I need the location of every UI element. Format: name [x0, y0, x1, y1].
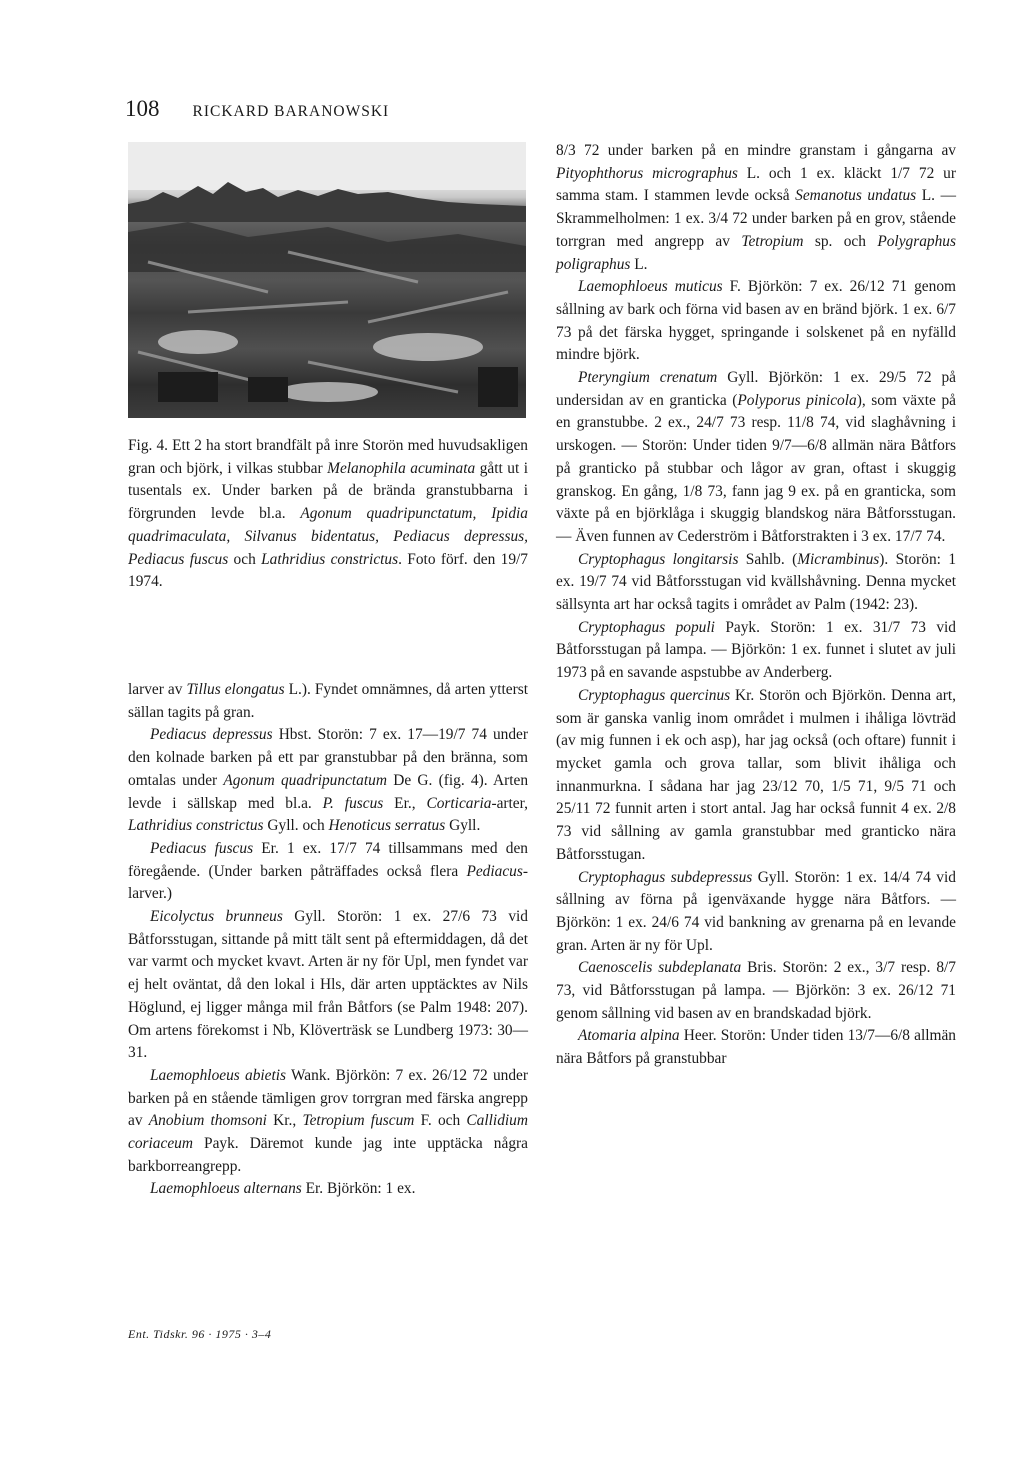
caption-paragraph [128, 435, 528, 594]
left-column [128, 679, 528, 1201]
body-text: -larver.) [128, 862, 528, 903]
body-text: Wank. Björkön: 7 ex. 26/12 72 under barken på en stående tämligen grov torrgran med färska angrepp av [128, 1066, 528, 1130]
body-text: Bris. Storön: 2 ex., 3/7 resp. 8/7 73, vid Båtforsstugan på lampa. — Björkön: 3 ex. 26/12 71 genom sållning vid basen av en brandskadad björk. [556, 959, 956, 1022]
body-text: sp. och [803, 232, 878, 250]
body-text: F. och [414, 1112, 467, 1130]
species-name: Pediacus fuscus [150, 839, 254, 857]
running-head-author: RICKARD BARANOWSKI [192, 103, 390, 120]
species-name: Callidium coriaceum [128, 1112, 528, 1153]
species-name: Polyporus pinicola [737, 391, 857, 409]
species-name: Cryptophagus populi [578, 618, 715, 636]
body-text: L.). Fyndet omnämnes, då arten ytterst sällan tagits på gran. [128, 681, 529, 721]
caption-text: och [228, 550, 262, 568]
species-name: Tetropium fuscum [302, 1112, 415, 1130]
species-name: P. fuscus [322, 794, 384, 812]
body-text: Er. 1 ex. 17/7 74 tillsammans med den föregående. (Under barken påträffades också flera [128, 839, 528, 880]
caption-text: Fig. 4. Ett 2 ha stort brandfält på inre Storön med huvudsakligen gran och björk, i vilkas stubbar [128, 437, 528, 477]
body-text: ). Storön: 1 ex. 19/7 74 vid Båtforsstugan vid kvällshåvning. Denna mycket sällsynta art har också tagits i området av Palm (1942: 23). [556, 550, 957, 614]
caption-species: Agonum quadripunctatum, Ipidia quadrimaculata, Silvanus bidentatus, Pediacus depressus, Pediacus fuscus [128, 505, 528, 568]
body-text: Heer. Storön: Under tiden 13/7—6/8 allmän nära Båtfors på granstubbar [556, 1027, 956, 1068]
body-text: Gyll. Björkön: 1 ex. 29/5 72 på undersidan av en granticka ( [556, 369, 956, 409]
body-text: Payk. Storön: 1 ex. 31/7 73 vid Båtforsstugan på lampa. — Björkön: 1 ex. funnet i slutet av juli 1973 på en savande aspstubbe av Anderberg. [556, 618, 957, 682]
paragraph [556, 867, 956, 958]
paragraph [556, 367, 956, 549]
body-text: Payk. Däremot kunde jag inte upptäcka några barkborreangrepp. [128, 1135, 528, 1175]
body-text: Gyll. Storön: 1 ex. 14/4 74 vid sållning av förna på igenväxande hygge nära Båtfors. — Björkön: 1 ex. 24/6 74 vid bankning av grenarna på en levande gran. Arten är ny för Upl. [556, 868, 956, 954]
body-text: Gyll. och [263, 817, 329, 835]
paragraph [556, 276, 956, 367]
burned-forest-image [128, 142, 526, 418]
paragraph [128, 906, 528, 1065]
species-name: Pediacus depressus [150, 726, 273, 744]
species-name: Cryptophagus quercinus [578, 686, 731, 704]
paragraph [556, 549, 956, 617]
species-name: Laemophloeus muticus [578, 278, 723, 296]
body-text: Gyll. [445, 817, 481, 835]
body-text: -arter, [491, 794, 528, 812]
caption-text: gått ut i tusentals ex. Under barken på de brända granstubbarna i förgrunden levde bl.a. [128, 459, 528, 523]
caption-species: Melanophila acuminata [327, 459, 476, 477]
species-name: Agonum quadripunctatum [223, 771, 387, 789]
body-text: F. Björkön: 7 ex. 26/12 71 genom sållning av bark och förna vid basen av en bränd björk. 1 ex. 6/7 73 på det färska hygget, springande i solskenet på en nyfälld mindre björk. [556, 278, 956, 364]
body-text: larver av [128, 681, 187, 698]
species-name: Micrambinus [797, 550, 880, 568]
species-name: Pityophthorus micrographus [556, 164, 738, 182]
body-text: Gyll. Storön: 1 ex. 27/6 73 vid Båtforsstugan, sittande på mitt tält sent på eftermiddagen, då det var varmt och mycket kvavt. Arten är ny för Upl, men fyndet var ej helt oväntat, då den lokal i Hls, där arten upptäcktes av Nils Höglund, ej ligger många mil från Båtfors (se Palm 1948: 207). Om artens förekomst i Nb, Klöverträsk se Lundberg 1973: 30—31. [128, 908, 528, 1062]
paragraph [556, 957, 956, 1025]
paragraph [128, 1065, 528, 1179]
paragraph [128, 724, 528, 838]
body-text: De G. (fig. 4). Arten levde i sällskap med bl.a. [128, 771, 529, 812]
journal-footer: Ent. Tidskr. 96 · 1975 · 3–4 [128, 1327, 272, 1341]
body-text: Er. Björkön: 1 ex. [301, 1180, 416, 1198]
body-text: Hbst. Storön: 7 ex. 17—19/7 74 under den kolnade barken på ett par granstubbar på den bränna, som omtalas under [128, 726, 528, 789]
species-name: Tillus elongatus [186, 681, 285, 698]
page-header [125, 96, 389, 122]
paragraph [128, 838, 528, 906]
species-name: Lathridius constrictus [128, 817, 264, 835]
species-name: Henoticus serratus [328, 817, 446, 835]
page-number: 108 [125, 96, 160, 121]
species-name: Tetropium [741, 232, 804, 250]
body-text: L. [630, 255, 648, 273]
paragraph [128, 1178, 528, 1201]
body-text: Kr. Storön och Björkön. Denna art, som är ganska vanlig inom området i mulmen i ihåliga lövträd (av mig funnen i ek och asp), har jag också (och oftare) funnit i mycket gamla och grova tallar, som blivit ihåliga och innanmurkna. I sådana har jag 23/12 70, 1/5 71, 9/5 71 och 25/11 72 funnit arten i stort antal. Jag har också funnit 4 ex. 2/8 73 vid sållning av gamla granstubbar med granticko nära Båtforsstugan. [556, 686, 956, 863]
right-column [556, 140, 956, 1071]
body-text: L. och 1 ex. kläckt 1/7 72 ur samma stam. I stammen levde också [556, 164, 956, 205]
paragraph [556, 685, 956, 867]
caption-text: . Foto förf. den 19/7 1974. [128, 550, 528, 591]
body-text: 8/3 72 under barken på en mindre granstam i gångarna av [556, 142, 956, 159]
figure-caption [128, 435, 528, 594]
species-name: Pteryngium crenatum [578, 369, 718, 387]
paragraph [556, 140, 956, 276]
paragraph [128, 679, 528, 724]
species-name: Laemophloeus alternans [150, 1180, 302, 1198]
body-text: Er., [383, 794, 427, 812]
species-name: Anobium thomsoni [148, 1112, 267, 1130]
figure-photo [128, 142, 526, 418]
body-text: L. — Skrammelholmen: 1 ex. 3/4 72 under barken på en grov, stående torrgran med angrepp av [556, 187, 956, 250]
caption-species: Lathridius constrictus [261, 550, 399, 568]
species-name: Eicolyctus brunneus [150, 908, 283, 926]
species-name: Pediacus [466, 862, 523, 880]
species-name: Semanotus undatus [795, 187, 917, 205]
species-name: Cryptophagus longitarsis [578, 550, 739, 568]
body-text: Sahlb. ( [738, 550, 798, 568]
species-name: Polygraphus poligraphus [556, 232, 956, 273]
species-name: Corticaria [426, 794, 492, 812]
species-name: Caenoscelis subdeplanata [578, 959, 742, 977]
paragraph [556, 1025, 956, 1070]
species-name: Cryptophagus subdepressus [578, 868, 753, 886]
species-name: Atomaria alpina [578, 1027, 680, 1045]
body-text: Kr., [266, 1112, 303, 1130]
species-name: Laemophloeus abietis [150, 1066, 287, 1084]
paragraph [556, 617, 956, 685]
body-text: ), som växte på en granstubbe. 2 ex., 24/7 73 resp. 11/8 74, vid slaghåvning i urskogen. — Storön: Under tiden 9/7—6/8 allmän nära Båtfors på granticko på stubbar och lågor av gran, oftast i skuggig granskog. En gång, 1/8 73, fann jag 9 ex. på en granticka, som växte på en björklåga i skuggig blandskog nära Båtforsstugan. — Även funnen av Cederström i Båtforstrakten i 3 ex. 17/7 74. [556, 391, 956, 545]
